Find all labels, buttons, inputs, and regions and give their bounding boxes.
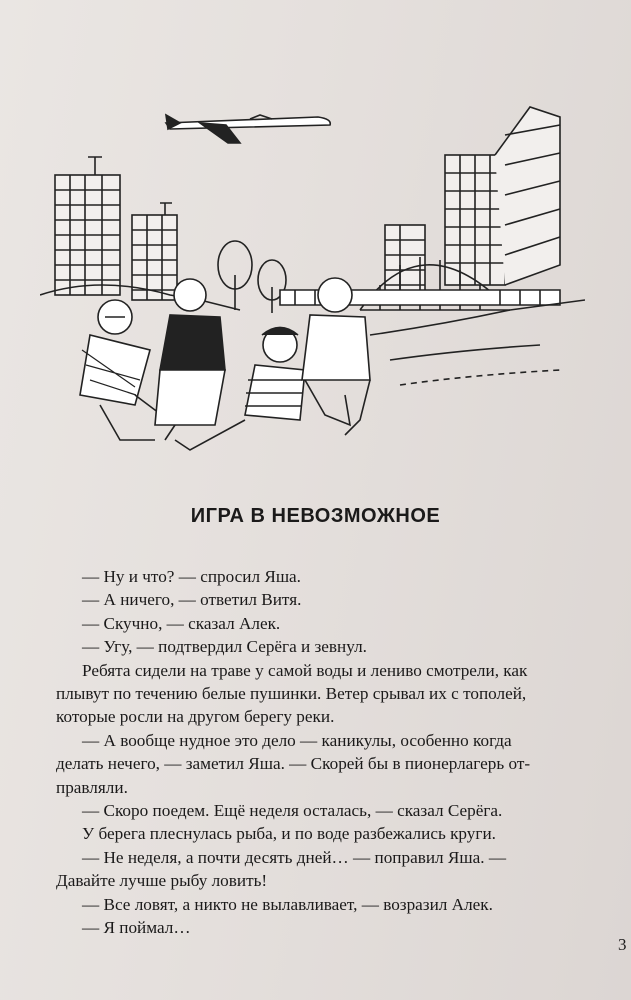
text-line: — Угу, — подтвердил Серёга и зевнул. xyxy=(82,637,367,657)
text-line: — Я поймал… xyxy=(82,918,191,938)
illustration-boys-by-river xyxy=(40,95,585,470)
text-line: делать нечего, — заметил Яша. — Скорей бы в пионерлагерь от- xyxy=(56,754,531,774)
text-line: — Все ловят, а никто не вылавливает, — возразил Алек. xyxy=(82,894,493,914)
text-line: правляли. xyxy=(56,777,128,797)
building-left xyxy=(55,157,120,295)
text-line: плывут по течению белые пушинки. Ветер срывал их с тополей, xyxy=(56,684,527,704)
text-line: — А ничего, — ответил Витя. xyxy=(82,590,302,610)
text-line: У берега плеснулась рыба, и по воде разбежались круги. xyxy=(82,824,496,844)
text-line: — А вообще нудное это дело — каникулы, особенно когда xyxy=(82,730,512,750)
trees xyxy=(218,241,286,313)
text-line: — Не неделя, а почти десять дней… — поправил Яша. — xyxy=(82,847,507,867)
text-line: — Ну и что? — спросил Яша. xyxy=(82,567,301,586)
text-line: Ребята сидели на траве у самой воды и лениво смотрели, как xyxy=(82,660,528,680)
text-line: — Скоро поедем. Ещё неделя осталась, — сказал Серёга. xyxy=(82,801,503,821)
building-middle xyxy=(132,203,177,300)
text-line: которые росли на другом берегу реки. xyxy=(56,707,335,727)
chapter-title: ИГРА В НЕВОЗМОЖНОЕ xyxy=(190,505,441,527)
boy-black-shirt xyxy=(155,279,225,425)
page-number: 3 xyxy=(618,935,627,954)
airplane-drawing xyxy=(166,115,330,143)
text-line: Давайте лучше рыбу ловить! xyxy=(56,871,268,891)
chapter-text xyxy=(56,565,608,940)
text-line: — Скучно, — сказал Алек. xyxy=(82,613,281,633)
